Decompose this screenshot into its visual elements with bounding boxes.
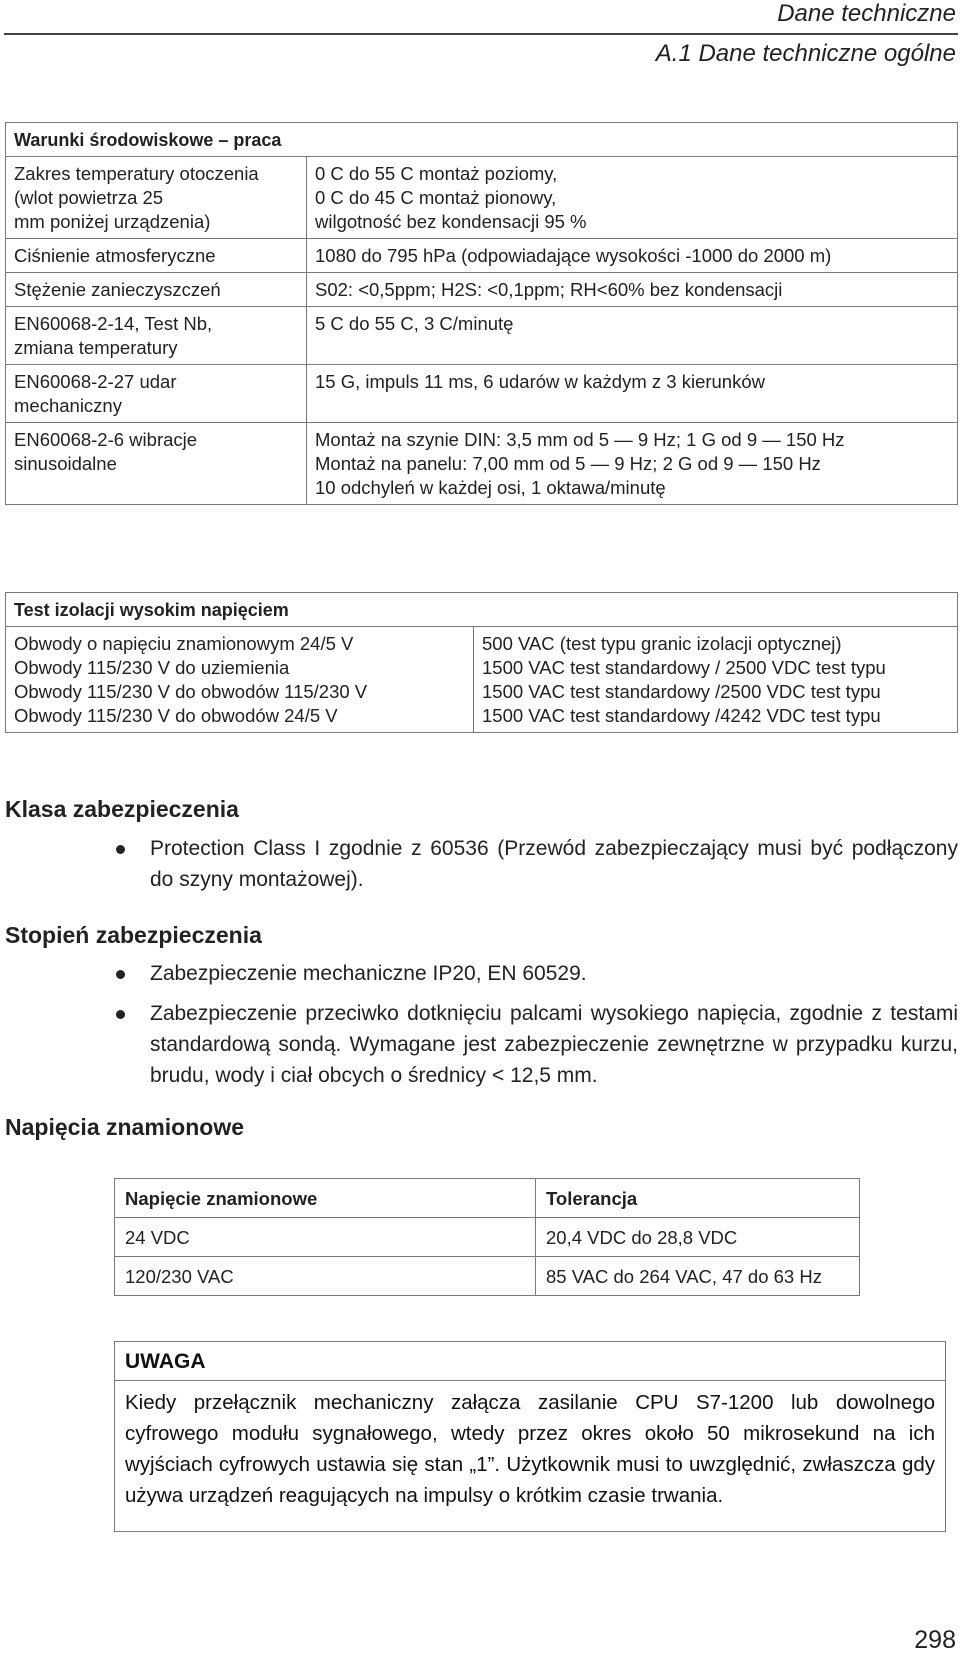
list-item-text: Zabezpieczenie przeciwko dotknięciu palcami wysokiego napięcia, zgodnie z testami standardową sondą. Wymagane jest zabezpieczenie zewnętrzne w przypadku kurzu, brudu, wody i ciał obcych o średnicy < 12,5 mm. [150, 1002, 958, 1087]
table-cell: 85 VAC do 264 VAC, 47 do 63 Hz [536, 1257, 860, 1296]
row-label [6, 627, 474, 733]
protection-degree-list [150, 958, 958, 1100]
label-line: EN60068-2-27 udar [14, 371, 177, 392]
table-row [115, 1257, 860, 1296]
row-label [6, 307, 307, 365]
table-row [6, 239, 958, 273]
row-value [307, 365, 958, 423]
list-item-text: Zabezpieczenie mechaniczne IP20, EN 60529. [150, 962, 587, 985]
row-label [6, 239, 307, 273]
protection-class-list [150, 833, 958, 904]
value-line: 15 G, impuls 11 ms, 6 udarów w każdym z 3 kierunków [315, 371, 765, 392]
bullet-icon [116, 1010, 125, 1019]
row-value [307, 273, 958, 307]
list-item-text: Protection Class I zgodnie z 60536 (Przewód zabezpieczający musi być podłączony do szyny montażowej). [150, 837, 958, 891]
label-line: Ciśnienie atmosferyczne [14, 245, 216, 266]
label-line: Obwody 115/230 V do obwodów 24/5 V [14, 705, 338, 726]
value-line: 1500 VAC test standardowy /2500 VDC test typu [482, 681, 881, 702]
label-line: zmiana temperatury [14, 337, 178, 358]
table-row [6, 307, 958, 365]
header-divider [4, 33, 958, 35]
section-heading-protection-degree: Stopień zabezpieczenia [5, 922, 262, 948]
table-header-row [6, 593, 958, 627]
value-line: wilgotność bez kondensacji 95 % [315, 211, 587, 232]
table-row [6, 365, 958, 423]
header-subtitle: A.1 Dane techniczne ogólne [655, 40, 956, 67]
label-line: EN60068-2-6 wibracje [14, 429, 198, 450]
label-line: Obwody 115/230 V do uziemienia [14, 657, 290, 678]
note-box [114, 1341, 946, 1532]
row-value [307, 307, 958, 365]
note-text: Kiedy przełącznik mechaniczny załącza zasilanie CPU S7-1200 lub dowolnego cyfrowego modułu sygnałowego, wtedy przez okres około 50 mikrosekund na ich wyjściach cyfrowych ustawia się stan „1”. Użytkownik musi to uwzględnić, zwłaszcza gdy używa urządzeń reagujących na impulsy o krótkim czasie trwania. [125, 1391, 935, 1507]
bullet-icon [116, 845, 125, 854]
row-label [6, 273, 307, 307]
table-heading: Warunki środowiskowe – praca [6, 123, 958, 157]
label-line: Obwody o napięciu znamionowym 24/5 V [14, 633, 354, 654]
table-cell: 24 VDC [115, 1218, 536, 1257]
column-header: Napięcie znamionowe [115, 1179, 536, 1218]
row-label [6, 365, 307, 423]
table-cell: 20,4 VDC do 28,8 VDC [536, 1218, 860, 1257]
row-label [6, 423, 307, 505]
table-heading: Test izolacji wysokim napięciem [6, 593, 958, 627]
label-line: mechaniczny [14, 395, 122, 416]
value-line: 1080 do 795 hPa (odpowiadające wysokości -1000 do 2000 m) [315, 245, 832, 266]
label-line: sinusoidalne [14, 453, 117, 474]
value-line: S02: <0,5ppm; H2S: <0,1ppm; RH<60% bez kondensacji [315, 279, 783, 300]
table-row [6, 273, 958, 307]
header-title: Dane techniczne [777, 0, 956, 27]
column-header: Tolerancja [536, 1179, 860, 1218]
list-item [150, 998, 958, 1091]
value-line: 500 VAC (test typu granic izolacji optycznej) [482, 633, 842, 654]
row-label [6, 157, 307, 239]
label-line: Zakres temperatury otoczenia [14, 163, 259, 184]
insulation-table [5, 592, 958, 733]
value-line: 1500 VAC test standardowy /4242 VDC test typu [482, 705, 881, 726]
table-row [6, 157, 958, 239]
label-line: EN60068-2-14, Test Nb, [14, 313, 213, 334]
table-header-row [115, 1179, 860, 1218]
table-cell: 120/230 VAC [115, 1257, 536, 1296]
value-line: 0 C do 45 C montaż pionowy, [315, 187, 557, 208]
table-header-row [6, 123, 958, 157]
bullet-icon [116, 970, 125, 979]
value-line: Montaż na szynie DIN: 3,5 mm od 5 — 9 Hz; 1 G od 9 — 150 Hz [315, 429, 845, 450]
list-item [150, 958, 958, 989]
table-row [115, 1218, 860, 1257]
value-line: 10 odchyleń w każdej osi, 1 oktawa/minutę [315, 477, 666, 498]
note-title: UWAGA [115, 1342, 945, 1381]
label-line: Stężenie zanieczyszczeń [14, 279, 221, 300]
table-row [6, 423, 958, 505]
row-value [307, 239, 958, 273]
row-value [307, 423, 958, 505]
rated-voltage-table [114, 1178, 860, 1296]
row-value [474, 627, 958, 733]
section-heading-rated-voltage: Napięcia znamionowe [5, 1114, 245, 1140]
label-line: (wlot powietrza 25 [14, 187, 164, 208]
page-number: 298 [914, 1626, 956, 1654]
value-line: 0 C do 55 C montaż poziomy, [315, 163, 558, 184]
list-item [150, 833, 958, 895]
table-row [6, 627, 958, 733]
label-line: mm poniżej urządzenia) [14, 211, 211, 232]
value-line: Montaż na panelu: 7,00 mm od 5 — 9 Hz; 2 G od 9 — 150 Hz [315, 453, 821, 474]
value-line: 1500 VAC test standardowy / 2500 VDC test typu [482, 657, 886, 678]
row-value [307, 157, 958, 239]
section-heading-protection-class: Klasa zabezpieczenia [5, 796, 239, 822]
label-line: Obwody 115/230 V do obwodów 115/230 V [14, 681, 368, 702]
environment-table [5, 122, 958, 505]
value-line: 5 C do 55 C, 3 C/minutę [315, 313, 514, 334]
